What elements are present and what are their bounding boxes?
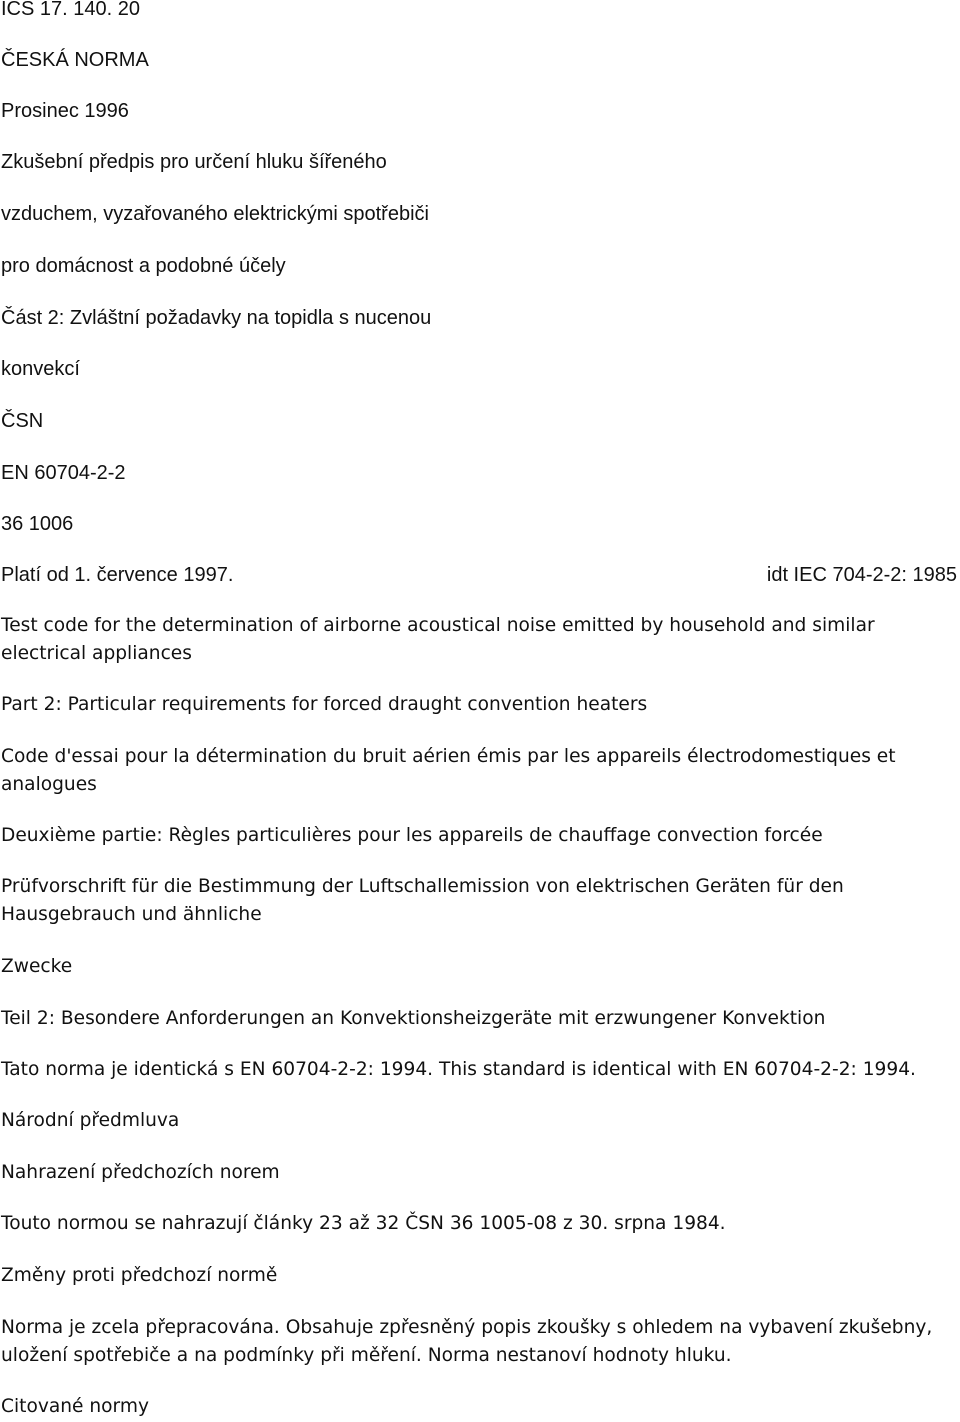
title-de-main-continued: Zwecke: [1, 956, 73, 977]
replacement-heading: Nahrazení předchozích norem: [1, 1162, 280, 1183]
title-cz-line-1: Zkušební předpis pro určení hluku šířeného: [1, 151, 387, 173]
changes-text: Norma je zcela přepracována. Obsahuje zpřesněný popis zkoušky s ohledem na vybavení zkušebny, uložení spotřebiče a na podmínky při měření. Norma nestanoví hodnoty hluku.: [1, 1317, 933, 1366]
title-de-main: Prüfvorschrift für die Bestimmung der Luftschallemission von elektrischen Geräten für den Hausgebrauch und ähnliche: [1, 876, 844, 925]
valid-from: Platí od 1. července 1997.: [1, 564, 234, 586]
title-fr-main: Code d'essai pour la détermination du bruit aérien émis par les appareils électrodomestiques et analogues: [1, 746, 896, 795]
replacement-text: Touto normou se nahrazují články 23 až 32 ČSN 36 1005-08 z 30. srpna 1984.: [1, 1213, 726, 1234]
identity-statement: Tato norma je identická s EN 60704-2-2: 1994. This standard is identical with EN 60704-2-2: 1994.: [1, 1059, 916, 1080]
issue-date: Prosinec 1996: [1, 100, 129, 122]
class-number: 36 1006: [1, 513, 74, 535]
en-designation: EN 60704-2-2: [1, 462, 126, 484]
ics-code: ICS 17. 140. 20: [1, 0, 140, 20]
title-cz-line-5: konvekcí: [1, 358, 80, 380]
title-de-part: Teil 2: Besondere Anforderungen an Konvektionsheizgeräte mit erzwungener Konvektion: [1, 1008, 826, 1029]
title-cz-line-4: Část 2: Zvláštní požadavky na topidla s nucenou: [1, 307, 432, 329]
standard-type: ČESKÁ NORMA: [1, 49, 149, 71]
title-cz-line-3: pro domácnost a podobné účely: [1, 255, 286, 277]
cited-standards-heading: Citované normy: [1, 1396, 149, 1417]
title-en-part: Part 2: Particular requirements for forced draught convention heaters: [1, 694, 648, 715]
title-en-main: Test code for the determination of airborne acoustical noise emitted by household and similar electrical appliances: [1, 615, 875, 664]
idt-reference: idt IEC 704-2-2: 1985: [766, 564, 957, 586]
validity-row: [1, 561, 959, 589]
title-fr-part: Deuxième partie: Règles particulières pour les appareils de chauffage convection forcée: [1, 825, 823, 846]
national-foreword-heading: Národní předmluva: [1, 1110, 180, 1131]
csn-label: ČSN: [1, 410, 44, 432]
title-cz-line-2: vzduchem, vyzařovaného elektrickými spotřebiči: [1, 203, 429, 225]
changes-heading: Změny proti předchozí normě: [1, 1265, 278, 1286]
